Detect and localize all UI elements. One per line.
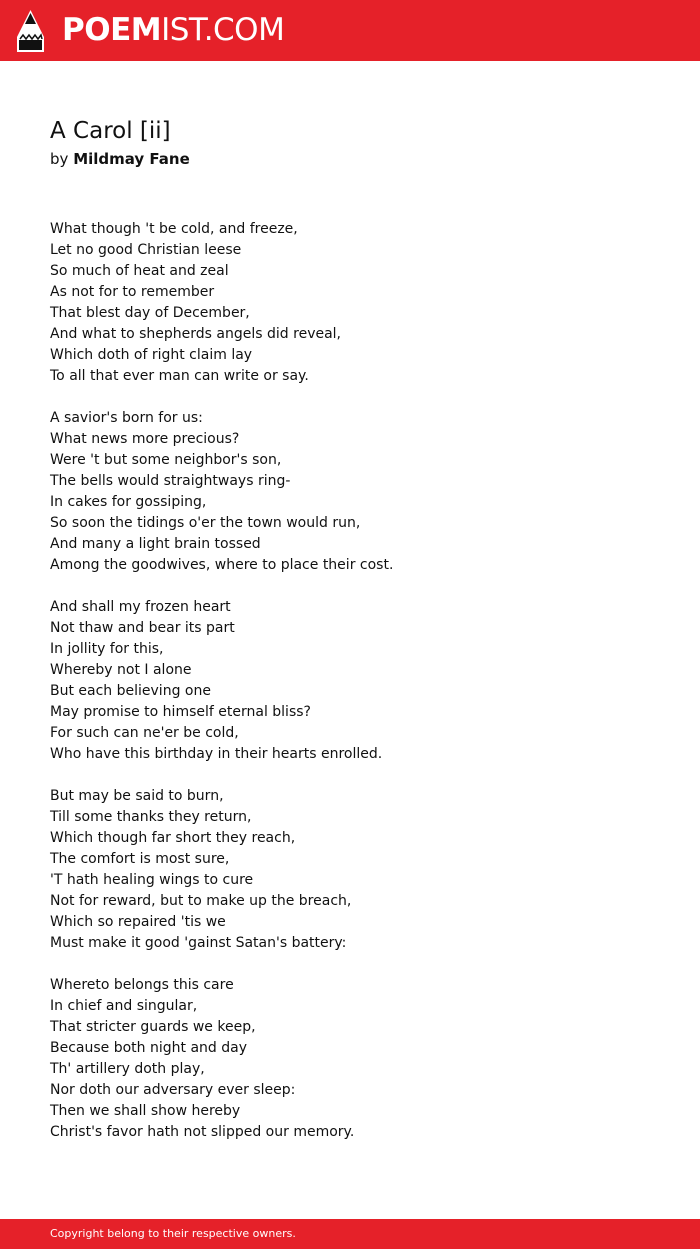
poem-line: Must make it good 'gainst Satan's battery: xyxy=(50,935,347,951)
poem-line: A savior's born for us: xyxy=(50,410,203,426)
poem-line: In cakes for gossiping, xyxy=(50,494,207,510)
poem-title: A Carol [ii] xyxy=(50,118,171,144)
pencil-logo-icon[interactable] xyxy=(17,10,44,52)
poem-line: For such can ne'er be cold, xyxy=(50,725,239,741)
poem-line: So soon the tidings o'er the town would run, xyxy=(50,515,361,531)
poem-line: Which doth of right claim lay xyxy=(50,347,253,363)
poem-line: So much of heat and zeal xyxy=(50,263,229,279)
site-logo[interactable] xyxy=(62,12,284,48)
poem-body xyxy=(50,219,670,1164)
poem-line: And what to shepherds angels did reveal, xyxy=(50,326,342,342)
poem-line: Let no good Christian leese xyxy=(50,242,242,258)
stanza xyxy=(50,786,670,954)
poem-line: Christ's favor hath not slipped our memory. xyxy=(50,1124,355,1140)
site-footer xyxy=(0,1219,700,1249)
logo-light: IST.COM xyxy=(161,12,285,48)
poem-line: 'T hath healing wings to cure xyxy=(50,872,254,888)
poem-line: Which so repaired 'tis we xyxy=(50,914,226,930)
logo-bold: POEM xyxy=(62,12,162,48)
poem-line: And shall my frozen heart xyxy=(50,599,231,615)
poem-line: Not for reward, but to make up the breach, xyxy=(50,893,352,909)
author-name[interactable]: Mildmay Fane xyxy=(73,150,190,168)
poem-line: Nor doth our adversary ever sleep: xyxy=(50,1082,296,1098)
stanza xyxy=(50,597,670,765)
stanza xyxy=(50,408,670,576)
site-header xyxy=(0,0,700,61)
poem-line: In jollity for this, xyxy=(50,641,164,657)
poem-line: What news more precious? xyxy=(50,431,240,447)
poem-line: But each believing one xyxy=(50,683,211,699)
poem-line: Whereby not I alone xyxy=(50,662,192,678)
poem-line: The comfort is most sure, xyxy=(50,851,230,867)
poem-line: To all that ever man can write or say. xyxy=(50,368,309,384)
poem-line: Because both night and day xyxy=(50,1040,247,1056)
poem-line: Then we shall show hereby xyxy=(50,1103,241,1119)
poem-line: Were 't but some neighbor's son, xyxy=(50,452,282,468)
by-label: by xyxy=(50,150,69,168)
poem-line: As not for to remember xyxy=(50,284,215,300)
stanza xyxy=(50,975,670,1143)
poem-line: And many a light brain tossed xyxy=(50,536,261,552)
poem-line: May promise to himself eternal bliss? xyxy=(50,704,311,720)
poem-line: In chief and singular, xyxy=(50,998,198,1014)
poem-line: That stricter guards we keep, xyxy=(50,1019,256,1035)
stanza xyxy=(50,219,670,387)
poem-line: Among the goodwives, where to place their cost. xyxy=(50,557,394,573)
copyright-notice: Copyright belong to their respective owners. xyxy=(50,1227,296,1240)
poem-line: Whereto belongs this care xyxy=(50,977,234,993)
poem-line: Which though far short they reach, xyxy=(50,830,296,846)
poem-line: Not thaw and bear its part xyxy=(50,620,235,636)
poem-line: Th' artillery doth play, xyxy=(50,1061,205,1077)
poem-line: Who have this birthday in their hearts enrolled. xyxy=(50,746,383,762)
poem-line: That blest day of December, xyxy=(50,305,250,321)
poem-line: But may be said to burn, xyxy=(50,788,224,804)
poem-line: The bells would straightways ring- xyxy=(50,473,291,489)
poem-line: What though 't be cold, and freeze, xyxy=(50,221,298,237)
poem-line: Till some thanks they return, xyxy=(50,809,252,825)
poem-byline xyxy=(50,148,190,170)
